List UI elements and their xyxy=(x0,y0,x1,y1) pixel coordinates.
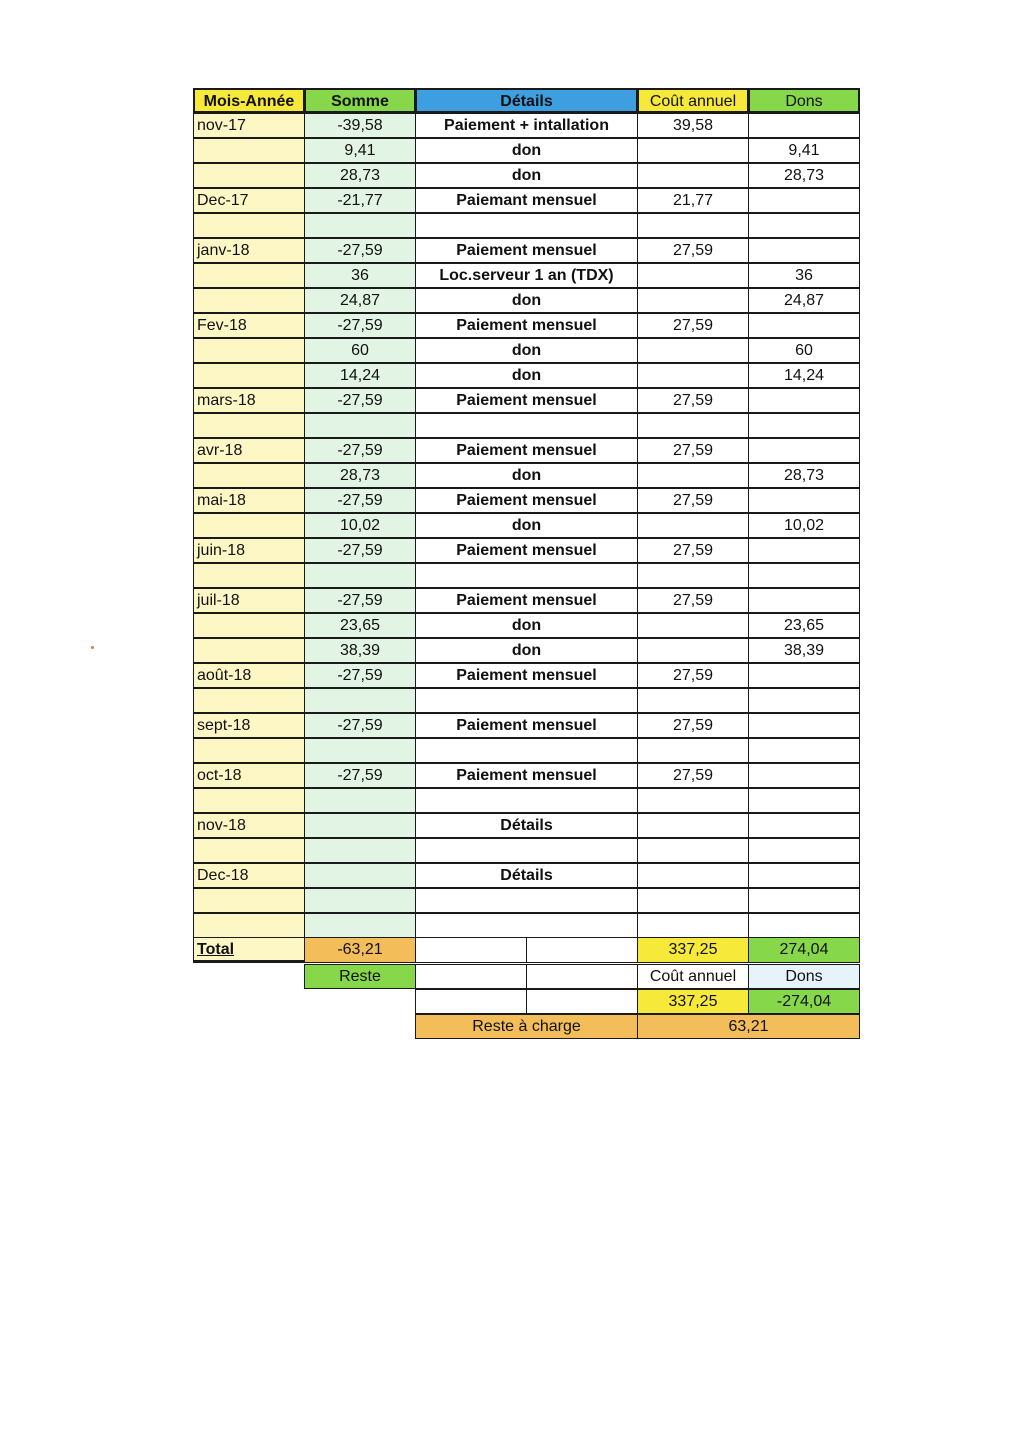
cell-somme: -27,59 xyxy=(304,588,416,613)
cell-details: Paiement mensuel xyxy=(415,763,638,788)
cell-cout-annuel: 27,59 xyxy=(637,763,749,788)
cell-mois-annee xyxy=(193,688,305,713)
header-details: Détails xyxy=(415,88,638,113)
cell-dons xyxy=(748,388,860,413)
cell-somme: -27,59 xyxy=(304,313,416,338)
cell-cout-annuel xyxy=(637,788,749,813)
cell-dons: 36 xyxy=(748,263,860,288)
total-dons: 274,04 xyxy=(748,937,860,963)
cell-dons: 28,73 xyxy=(748,463,860,488)
header-dons: Dons xyxy=(748,88,860,113)
cell-mois-annee: nov-18 xyxy=(193,813,305,838)
cell-details: Paiement mensuel xyxy=(415,438,638,463)
cell-cout-annuel xyxy=(637,888,749,913)
cell-somme: -21,77 xyxy=(304,188,416,213)
cell-mois-annee xyxy=(193,363,305,388)
cell-somme: -27,59 xyxy=(304,238,416,263)
cell-mois-annee xyxy=(193,263,305,288)
cell-dons xyxy=(748,113,860,138)
cell-cout-annuel xyxy=(637,838,749,863)
cell-cout-annuel: 27,59 xyxy=(637,588,749,613)
cell-cout-annuel: 27,59 xyxy=(637,538,749,563)
cell-dons xyxy=(748,713,860,738)
total-label: Total xyxy=(193,937,305,963)
cell-somme: 10,02 xyxy=(304,513,416,538)
cell-details: don xyxy=(415,463,638,488)
cell-mois-annee xyxy=(193,788,305,813)
cell-mois-annee: sept-18 xyxy=(193,713,305,738)
cell-mois-annee xyxy=(193,463,305,488)
total-cout-annuel: 337,25 xyxy=(637,937,749,963)
cell-somme: 23,65 xyxy=(304,613,416,638)
cell-mois-annee xyxy=(193,913,305,938)
cell-mois-annee xyxy=(193,638,305,663)
cell-somme: 14,24 xyxy=(304,363,416,388)
cell-somme: 36 xyxy=(304,263,416,288)
cell-details xyxy=(415,788,638,813)
cell-mois-annee: oct-18 xyxy=(193,763,305,788)
cell-details xyxy=(415,738,638,763)
cell-cout-annuel xyxy=(637,413,749,438)
cell-cout-annuel xyxy=(637,363,749,388)
cell-somme xyxy=(304,788,416,813)
cell-cout-annuel xyxy=(637,613,749,638)
header-mois-annee: Mois-Année xyxy=(193,88,305,113)
summary-cout-label: Coût annuel xyxy=(637,964,749,989)
summary-cout-value: 337,25 xyxy=(637,989,749,1014)
cell-dons xyxy=(748,663,860,688)
cell-details xyxy=(415,688,638,713)
empty-cell xyxy=(415,937,527,963)
cell-cout-annuel: 39,58 xyxy=(637,113,749,138)
cell-somme: 9,41 xyxy=(304,138,416,163)
cell-dons xyxy=(748,188,860,213)
cell-dons xyxy=(748,838,860,863)
cell-dons xyxy=(748,788,860,813)
cell-somme: -27,59 xyxy=(304,763,416,788)
cell-dons: 60 xyxy=(748,338,860,363)
cell-dons: 14,24 xyxy=(748,363,860,388)
cell-cout-annuel xyxy=(637,738,749,763)
cell-mois-annee: juin-18 xyxy=(193,538,305,563)
header-somme: Somme xyxy=(304,88,416,113)
cell-dons: 28,73 xyxy=(748,163,860,188)
cell-mois-annee: janv-18 xyxy=(193,238,305,263)
cell-mois-annee xyxy=(193,163,305,188)
cell-details: Paiement mensuel xyxy=(415,313,638,338)
cell-mois-annee: Dec-17 xyxy=(193,188,305,213)
cell-mois-annee xyxy=(193,613,305,638)
cell-cout-annuel xyxy=(637,463,749,488)
cell-details: Détails xyxy=(415,863,638,888)
cell-somme: -27,59 xyxy=(304,663,416,688)
cell-dons xyxy=(748,813,860,838)
cell-dons xyxy=(748,888,860,913)
cell-mois-annee xyxy=(193,138,305,163)
empty-cell xyxy=(526,937,638,963)
cell-dons xyxy=(748,538,860,563)
cell-mois-annee xyxy=(193,338,305,363)
cell-somme: -27,59 xyxy=(304,538,416,563)
cell-details: don xyxy=(415,338,638,363)
cell-cout-annuel xyxy=(637,813,749,838)
reste-label: Reste xyxy=(304,964,416,989)
cell-details: Détails xyxy=(415,813,638,838)
cell-dons xyxy=(748,688,860,713)
cell-somme: -39,58 xyxy=(304,113,416,138)
cell-cout-annuel xyxy=(637,338,749,363)
cell-somme: -27,59 xyxy=(304,438,416,463)
cell-mois-annee xyxy=(193,513,305,538)
cell-mois-annee: Dec-18 xyxy=(193,863,305,888)
cell-dons xyxy=(748,588,860,613)
cell-details xyxy=(415,838,638,863)
cell-cout-annuel: 27,59 xyxy=(637,488,749,513)
cell-cout-annuel: 27,59 xyxy=(637,238,749,263)
empty-cell xyxy=(526,989,638,1014)
cell-details: don xyxy=(415,138,638,163)
cell-details: Paiement mensuel xyxy=(415,538,638,563)
cell-dons xyxy=(748,738,860,763)
cell-cout-annuel xyxy=(637,288,749,313)
cell-dons: 23,65 xyxy=(748,613,860,638)
cell-details: Paiement mensuel xyxy=(415,663,638,688)
cell-cout-annuel xyxy=(637,163,749,188)
cell-details xyxy=(415,213,638,238)
cell-dons: 9,41 xyxy=(748,138,860,163)
reste-a-charge-value: 63,21 xyxy=(637,1014,860,1039)
cell-somme xyxy=(304,888,416,913)
empty-cell xyxy=(526,964,638,989)
cell-cout-annuel xyxy=(637,513,749,538)
cell-details: don xyxy=(415,163,638,188)
cell-dons xyxy=(748,413,860,438)
cell-details: don xyxy=(415,638,638,663)
cell-details: Paiement mensuel xyxy=(415,488,638,513)
cell-mois-annee xyxy=(193,838,305,863)
cell-mois-annee: nov-17 xyxy=(193,113,305,138)
header-cout-annuel: Coût annuel xyxy=(637,88,749,113)
cell-somme xyxy=(304,563,416,588)
cell-cout-annuel: 27,59 xyxy=(637,388,749,413)
cell-somme: 60 xyxy=(304,338,416,363)
cell-dons xyxy=(748,238,860,263)
cell-cout-annuel: 27,59 xyxy=(637,713,749,738)
cell-details: don xyxy=(415,288,638,313)
cell-details: don xyxy=(415,613,638,638)
cell-dons: 10,02 xyxy=(748,513,860,538)
cell-cout-annuel: 27,59 xyxy=(637,438,749,463)
cell-somme xyxy=(304,688,416,713)
cell-cout-annuel xyxy=(637,213,749,238)
cell-details xyxy=(415,563,638,588)
cell-somme: -27,59 xyxy=(304,388,416,413)
cell-mois-annee xyxy=(193,888,305,913)
cell-details: don xyxy=(415,513,638,538)
cell-mois-annee xyxy=(193,213,305,238)
cell-somme xyxy=(304,413,416,438)
empty-cell xyxy=(415,989,527,1014)
cell-dons xyxy=(748,438,860,463)
cell-mois-annee: avr-18 xyxy=(193,438,305,463)
cell-dons xyxy=(748,488,860,513)
cell-somme xyxy=(304,213,416,238)
cell-cout-annuel: 21,77 xyxy=(637,188,749,213)
cell-somme: 28,73 xyxy=(304,163,416,188)
cell-details xyxy=(415,413,638,438)
cell-details: Paiemant mensuel xyxy=(415,188,638,213)
cell-dons: 38,39 xyxy=(748,638,860,663)
cell-mois-annee: août-18 xyxy=(193,663,305,688)
empty-cell xyxy=(415,964,527,989)
cell-details: Paiement mensuel xyxy=(415,713,638,738)
cell-details: Paiement + intallation xyxy=(415,113,638,138)
cell-details: Paiement mensuel xyxy=(415,588,638,613)
cell-somme: -27,59 xyxy=(304,488,416,513)
cell-cout-annuel xyxy=(637,688,749,713)
cell-cout-annuel xyxy=(637,263,749,288)
cell-mois-annee xyxy=(193,738,305,763)
cell-details: Paiement mensuel xyxy=(415,388,638,413)
cell-somme: -27,59 xyxy=(304,713,416,738)
cell-details xyxy=(415,888,638,913)
cell-dons: 24,87 xyxy=(748,288,860,313)
cell-mois-annee: Fev-18 xyxy=(193,313,305,338)
cell-dons xyxy=(748,863,860,888)
cell-dons xyxy=(748,913,860,938)
cell-details: don xyxy=(415,363,638,388)
cell-mois-annee xyxy=(193,413,305,438)
cell-somme: 28,73 xyxy=(304,463,416,488)
cell-mois-annee: mai-18 xyxy=(193,488,305,513)
cell-cout-annuel xyxy=(637,863,749,888)
summary-dons-label: Dons xyxy=(748,964,860,989)
summary-dons-value: -274,04 xyxy=(748,989,860,1014)
cell-mois-annee: juil-18 xyxy=(193,588,305,613)
reste-a-charge-label: Reste à charge xyxy=(415,1014,638,1039)
cell-somme: 38,39 xyxy=(304,638,416,663)
total-somme: -63,21 xyxy=(304,937,416,963)
cell-somme xyxy=(304,813,416,838)
cell-cout-annuel xyxy=(637,913,749,938)
cell-dons xyxy=(748,213,860,238)
cell-cout-annuel: 27,59 xyxy=(637,313,749,338)
cell-dons xyxy=(748,563,860,588)
scan-speck xyxy=(91,646,94,649)
cell-cout-annuel xyxy=(637,563,749,588)
cell-details xyxy=(415,913,638,938)
cell-somme xyxy=(304,913,416,938)
cell-mois-annee xyxy=(193,563,305,588)
cell-cout-annuel xyxy=(637,138,749,163)
cell-details: Paiement mensuel xyxy=(415,238,638,263)
cell-somme xyxy=(304,863,416,888)
cell-cout-annuel xyxy=(637,638,749,663)
cell-details: Loc.serveur 1 an (TDX) xyxy=(415,263,638,288)
cell-dons xyxy=(748,313,860,338)
cell-somme xyxy=(304,838,416,863)
cell-somme: 24,87 xyxy=(304,288,416,313)
cell-mois-annee: mars-18 xyxy=(193,388,305,413)
cell-somme xyxy=(304,738,416,763)
cell-mois-annee xyxy=(193,288,305,313)
cell-dons xyxy=(748,763,860,788)
cell-cout-annuel: 27,59 xyxy=(637,663,749,688)
